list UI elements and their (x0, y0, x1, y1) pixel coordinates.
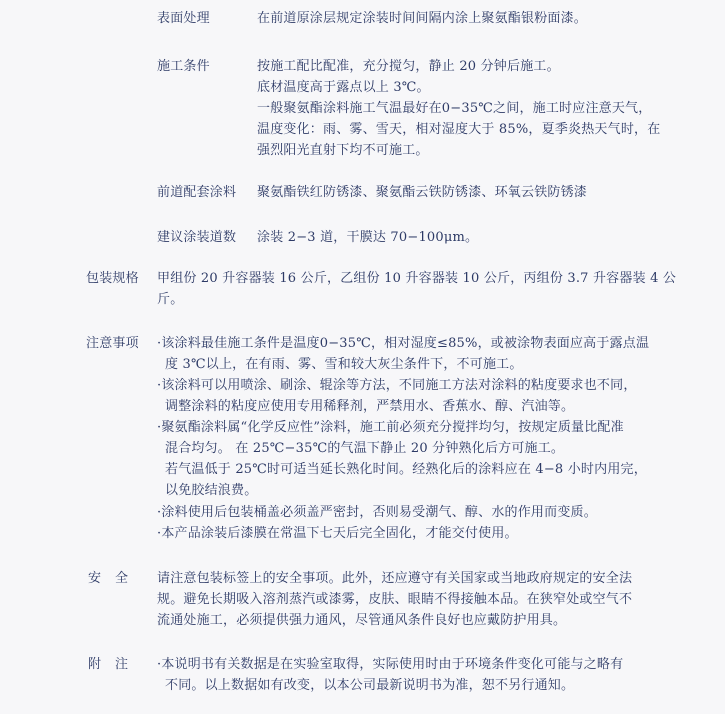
safety-line: 规。避免长期吸入溶剂蒸汽或漆雾，皮肤、眼睛不得接触本品。在狭窄处或空气不 (157, 592, 633, 607)
notes-line: ·该涂料可以用喷涂、刷涂、辊涂等方法，不同施工方法对涂料的粘度要求也不同， (157, 378, 637, 393)
notes-line: ·聚氨酯涂料属“化学反应性”涂料，施工前必须充分搅拌均匀，按规定质量比配准 (157, 420, 624, 435)
construction-line: 强烈阳光直射下均不可施工。 (257, 143, 429, 158)
surface-label: 表面处理 (157, 11, 210, 26)
surface-text: 在前道原涂层规定涂装时间间隔内涂上聚氨酯银粉面漆。 (257, 11, 588, 26)
packaging-label: 包装规格 (86, 271, 139, 286)
construction-label: 施工条件 (157, 59, 210, 74)
primer-label: 前道配套涂料 (157, 185, 237, 200)
appendix-line: ·本说明书有关数据是在实验室取得，实际使用时由于环境条件变化可能与之略有 (157, 657, 624, 672)
notes-label: 注意事项 (86, 336, 139, 351)
primer-text: 聚氨酯铁红防锈漆、聚氨酯云铁防锈漆、环氧云铁防锈漆 (257, 185, 588, 200)
construction-line: 底材温度高于露点以上 3℃。 (257, 80, 430, 95)
suggest-label: 建议涂装道数 (157, 230, 237, 245)
appendix-line: 不同。以上数据如有改变，以本公司最新说明书为准，恕不另行通知。 (165, 678, 575, 693)
appendix-label: 附注 (88, 657, 143, 672)
safety-line: 流通处施工，必须提供强力通风，尽管通风条件良好也应戴防护用具。 (157, 613, 567, 628)
safety-label: 安全 (88, 571, 143, 586)
notes-line: 度 3℃以上，在有雨、雾、雪和较大灰尘条件下，不可施工。 (165, 357, 523, 372)
packaging-line: 甲组份 20 升容器装 16 公斤，乙组份 10 升容器装 10 公斤，丙组份 3.7 升容器装 4 公 (157, 271, 677, 286)
notes-line: ·该涂料最佳施工条件是温度0−35℃，相对湿度≤85%，或被涂物表面应高于露点温 (157, 336, 650, 351)
notes-line: 混合均匀。 在 25℃−35℃的气温下静止 20 分钟熟化后方可施工。 (165, 441, 565, 456)
notes-line: ·涂料使用后包装桶盖必须盖严密封，否则易受潮气、醇、水的作用而变质。 (157, 505, 597, 520)
construction-line: 温度变化：雨、雾、雪天，相对湿度大于 85%，夏季炎热天气时，在 (257, 122, 661, 137)
notes-line: 以免胶结浪费。 (165, 483, 258, 498)
construction-line: 按施工配比配准，充分搅匀，静止 20 分钟后施工。 (257, 59, 560, 74)
safety-line: 请注意包装标签上的安全事项。此外，还应遵守有关国家或当地政府规定的安全法 (157, 571, 633, 586)
notes-line: 调整涂料的粘度应使用专用稀释剂，严禁用水、香蕉水、醇、汽油等。 (165, 399, 575, 414)
notes-line: ·本产品涂装后漆膜在常温下七天后完全固化，才能交付使用。 (157, 526, 518, 541)
packaging-line: 斤。 (157, 292, 184, 307)
suggest-text: 涂装 2−3 道，干膜达 70−100μm。 (257, 230, 479, 245)
notes-line: 若气温低于 25℃时可适当延长熟化时间。经熟化后的涂料应在 4−8 小时内用完， (165, 462, 647, 477)
construction-line: 一般聚氨酯涂料施工气温最好在0−35℃之间，施工时应注意天气， (257, 101, 652, 116)
